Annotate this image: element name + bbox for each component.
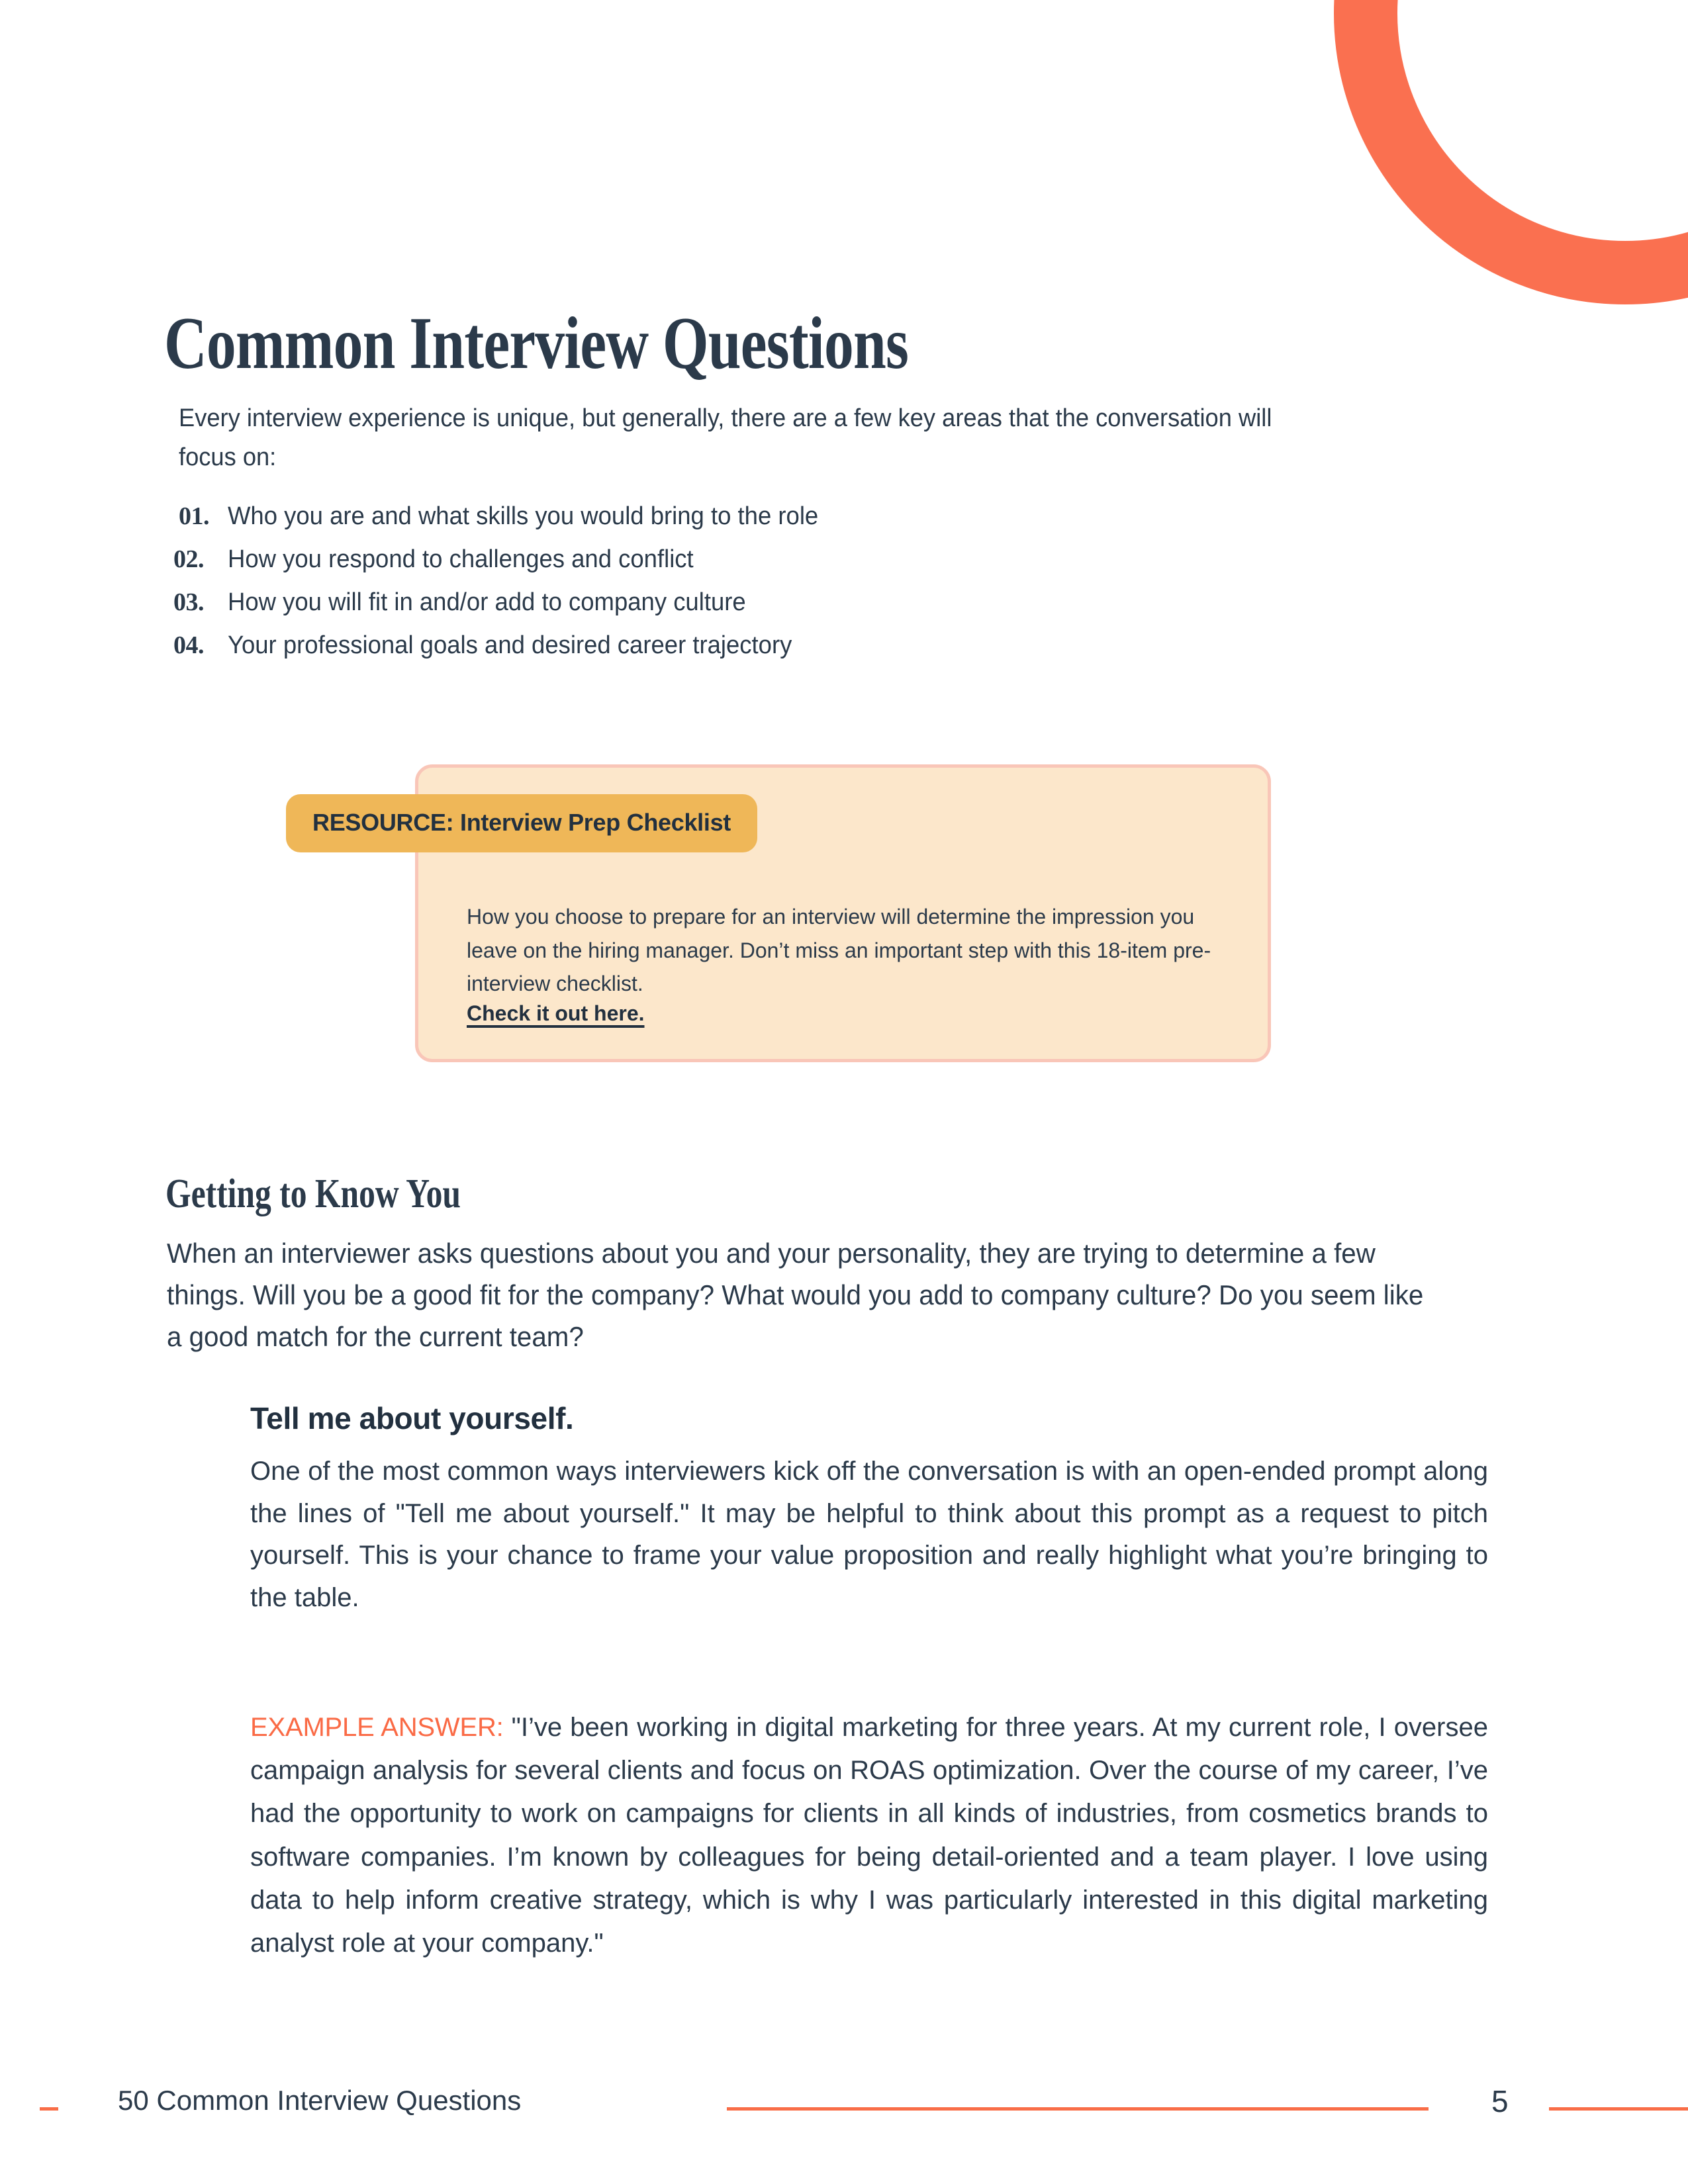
list-item-number: 04. xyxy=(173,631,204,659)
page-title: Common Interview Questions xyxy=(164,302,909,385)
resource-callout-box xyxy=(312,764,1271,1062)
resource-callout-tag: RESOURCE: Interview Prep Checklist xyxy=(286,794,757,852)
section-intro-paragraph: When an interviewer asks questions about you and your personality, they are trying to determine a few things. Will you be a good fit for the company? What would you add to company culture? Do you seem like a good match for the current team? xyxy=(167,1238,1424,1352)
list-item-number: 01. xyxy=(179,502,209,530)
example-answer-label: EXAMPLE ANSWER: xyxy=(250,1713,504,1742)
footer-left-dash xyxy=(40,2107,58,2111)
intro-paragraph: Every interview experience is unique, but generally, there are a few key areas that the conversation will focus on: xyxy=(179,404,1272,471)
list-item xyxy=(173,545,1299,588)
footer-label: 50 Common Interview Questions xyxy=(118,2085,522,2116)
example-answer-paragraph xyxy=(250,1706,1488,1965)
list-item xyxy=(173,502,1299,545)
list-item-number: 03. xyxy=(173,588,204,616)
footer-rule-right xyxy=(1549,2107,1688,2111)
section-heading: Getting to Know You xyxy=(165,1171,461,1217)
key-areas-list xyxy=(173,502,1299,674)
question-answer-paragraph: One of the most common ways interviewers kick off the conversation is with an open-ended prompt along the lines of "Tell me about yourself." It may be helpful to think about this prompt as a request to pitch yourself. This is your chance to frame your value proposition and really highlight what you’re bringing to the table. xyxy=(250,1457,1488,1612)
list-item-label: How you will fit in and/or add to company culture xyxy=(228,588,746,616)
list-item-label: Your professional goals and desired career trajectory xyxy=(228,631,792,659)
footer-page-number: 5 xyxy=(1491,2084,1509,2118)
list-item-number: 02. xyxy=(173,545,204,573)
resource-callout-body: How you choose to prepare for an interview will determine the impression you leave on the hiring manager. Don’t miss an important step with this 18-item pre-interview checklist. xyxy=(467,905,1211,996)
list-item-label: Who you are and what skills you would bring to the role xyxy=(228,502,819,530)
question-title: Tell me about yourself. xyxy=(250,1401,574,1435)
list-item xyxy=(173,631,1299,674)
decorative-orange-ring-icon xyxy=(1334,0,1688,304)
list-item xyxy=(173,588,1299,631)
list-item-label: How you respond to challenges and conflict xyxy=(228,545,694,573)
example-answer-text: "I’ve been working in digital marketing for three years. At my current role, I oversee campaign analysis for several clients and focus on ROAS optimization. Over the course of my career, I’ve had the opportunity to work on campaigns for clients in all kinds of industries, from cosmetics brands to software companies. I’m known by colleagues for being detail-oriented and a team player. I love using data to help inform creative strategy, which is why I was particularly interested in this digital marketing analyst role at your company." xyxy=(250,1713,1488,1958)
resource-callout-link[interactable]: Check it out here. xyxy=(467,1001,645,1025)
footer-rule-middle xyxy=(727,2107,1429,2111)
